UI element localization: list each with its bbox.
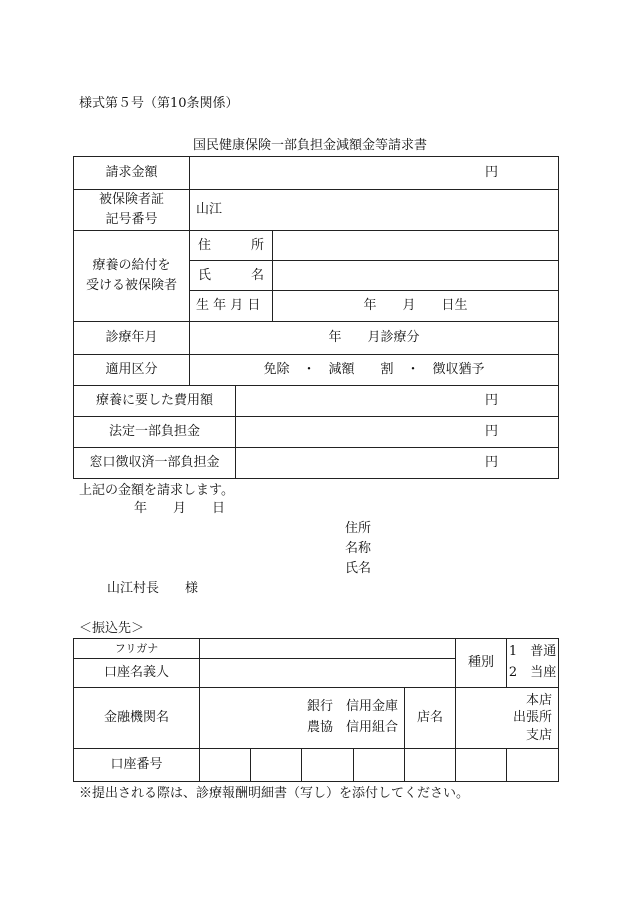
bank-section-title: ＜振込先＞ xyxy=(79,621,145,636)
furigana-label: フリガナ xyxy=(74,639,200,659)
legal-copay-field[interactable] xyxy=(236,417,559,448)
yen-unit: 円 xyxy=(484,164,498,180)
account-type-checking[interactable]: 2 当座 xyxy=(508,665,557,680)
account-digit-5[interactable] xyxy=(405,749,456,782)
addressee: 山江村長 様 xyxy=(107,581,199,596)
bank-table xyxy=(73,638,559,782)
yen-unit: 円 xyxy=(484,393,498,409)
applicant-org-label: 名称 xyxy=(345,541,372,556)
claim-amount-label: 請求金額 xyxy=(74,157,190,190)
applicant-address-label: 住所 xyxy=(345,521,372,536)
claim-table xyxy=(73,156,559,479)
insured-id-label: 被保険者証 記号番号 xyxy=(74,190,190,231)
branch-label: 店名 xyxy=(405,688,456,749)
claim-amount-field[interactable] xyxy=(190,157,559,190)
window-copay-label: 窓口徴収済一部負担金 xyxy=(74,448,236,479)
institution-field[interactable] xyxy=(200,688,405,749)
form-number: 様式第５号（第10条関係） xyxy=(79,96,239,111)
birthdate-field[interactable]: 年 月 日生 xyxy=(273,291,559,322)
legal-copay-label: 法定一部負担金 xyxy=(74,417,236,448)
yen-unit: 円 xyxy=(484,455,498,471)
category-label: 適用区分 xyxy=(74,355,190,386)
account-digit-4[interactable] xyxy=(354,749,405,782)
applicant-name-label: 氏名 xyxy=(345,561,372,576)
name-field[interactable] xyxy=(273,261,559,291)
institution-types-row1: 銀行 信用金庫 xyxy=(306,699,398,715)
account-holder-label: 口座名義人 xyxy=(74,659,200,688)
account-type-ordinary[interactable]: 1 普通 xyxy=(508,644,557,660)
treatment-month-field[interactable]: 年 月診療分 xyxy=(190,322,559,355)
branch-office: 出張所 xyxy=(513,710,553,726)
window-copay-field[interactable] xyxy=(236,448,559,479)
account-digit-1[interactable] xyxy=(200,749,251,782)
category-field[interactable]: 免除 ・ 減額 割 ・ 徴収猶予 xyxy=(190,355,559,386)
insured-id-field[interactable]: 山江 xyxy=(190,190,559,231)
account-number-label: 口座番号 xyxy=(74,749,200,782)
institution-label: 金融機関名 xyxy=(74,688,200,749)
address-field[interactable] xyxy=(273,231,559,261)
account-digit-3[interactable] xyxy=(302,749,354,782)
account-digit-2[interactable] xyxy=(251,749,302,782)
account-type-options[interactable] xyxy=(507,639,559,688)
birthdate-label: 生 年 月 日 xyxy=(190,291,273,322)
request-text: 上記の金額を請求します。 xyxy=(79,483,234,498)
yen-unit: 円 xyxy=(484,424,498,440)
branch-main: 本店 xyxy=(526,692,553,708)
form-title: 国民健康保険一部負担金減額金等請求書 xyxy=(193,138,428,153)
beneficiary-label: 療養の給付を 受ける被保険者 xyxy=(74,231,190,322)
account-digit-7[interactable] xyxy=(507,749,559,782)
account-digit-6[interactable] xyxy=(456,749,507,782)
institution-types-row2: 農協 信用組合 xyxy=(306,720,398,735)
branch-sub: 支店 xyxy=(526,727,553,743)
account-type-label: 種別 xyxy=(456,639,507,688)
date-line: 年 月 日 xyxy=(134,501,226,516)
address-label: 住 所 xyxy=(190,231,273,261)
furigana-field[interactable] xyxy=(200,639,456,659)
medical-cost-label: 療養に要した費用額 xyxy=(74,386,236,417)
footnote: ※提出される際は、診療報酬明細書（写し）を添付してください。 xyxy=(79,786,470,801)
name-label: 氏 名 xyxy=(190,261,273,291)
treatment-month-label: 診療年月 xyxy=(74,322,190,355)
branch-field[interactable] xyxy=(456,688,559,749)
medical-cost-field[interactable] xyxy=(236,386,559,417)
account-holder-field[interactable] xyxy=(200,659,456,688)
